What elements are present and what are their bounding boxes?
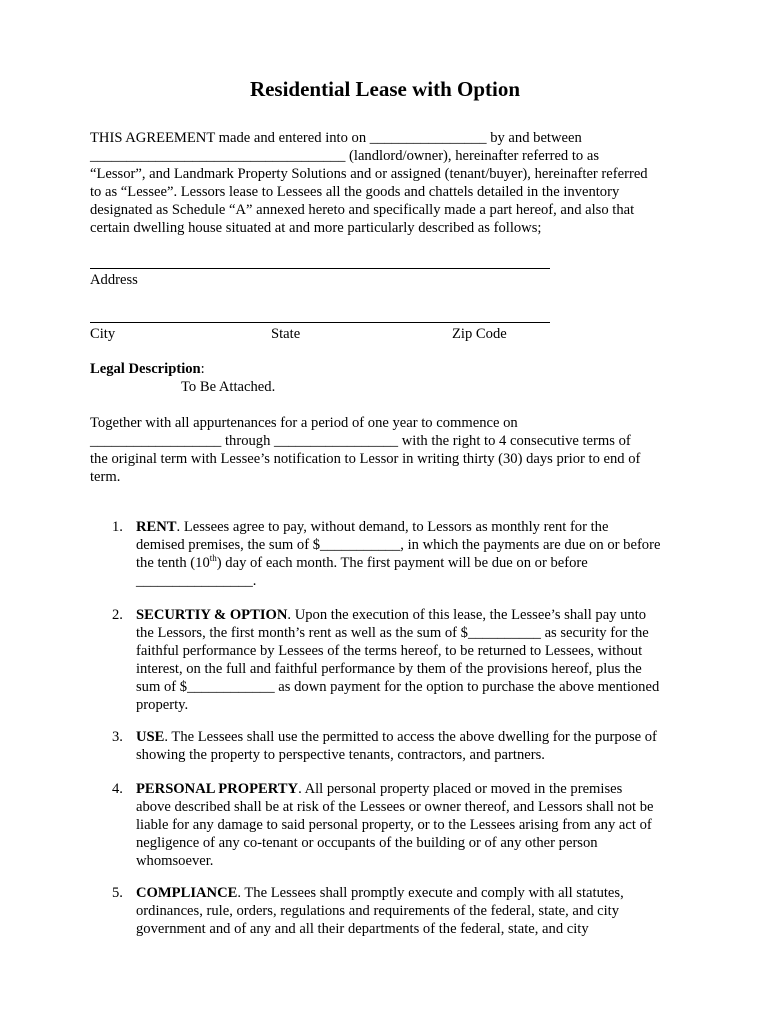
section-heading: PERSONAL PROPERTY bbox=[136, 781, 299, 797]
section-heading: USE bbox=[136, 729, 165, 745]
section-heading: SECURTIY & OPTION bbox=[136, 607, 288, 623]
address-rule bbox=[90, 268, 550, 269]
section-number: 2. bbox=[112, 607, 123, 623]
section-number: 3. bbox=[112, 729, 123, 745]
section-number: 5. bbox=[112, 885, 123, 901]
term-paragraph bbox=[90, 414, 680, 486]
city-state-zip-row bbox=[90, 325, 550, 343]
section-number: 4. bbox=[112, 781, 123, 797]
state-label: State bbox=[271, 326, 301, 342]
city-state-zip-rule bbox=[90, 322, 550, 323]
intro-line: to as “Lessee”. Lessors lease to Lessees all the goods and chattels detailed in the inventory bbox=[90, 184, 620, 200]
legal-description-value: To Be Attached. bbox=[181, 379, 276, 395]
intro-paragraph bbox=[90, 129, 680, 237]
term-line: Together with all appurtenances for a period of one year to commence on bbox=[90, 415, 518, 431]
section-personal-property: 4. PERSONAL PROPERTY. All personal property placed or moved in the premises above described shall be at risk of the Lessees or owner thereof, and Lessors shall not be liable for any damage to said personal property, or to the Lessees arising from any act of negligence of any co-tenant or occupants of the building or of any other person whomsoever. bbox=[112, 781, 654, 869]
address-label: Address bbox=[90, 272, 138, 288]
section-number: 1. bbox=[112, 519, 123, 535]
zip-code-label: Zip Code bbox=[452, 326, 507, 342]
section-heading: RENT bbox=[136, 519, 177, 535]
term-line: __________________ through _________________ with the right to 4 consecutive terms of bbox=[90, 433, 631, 449]
intro-line: ___________________________________ (landlord/owner), hereinafter referred to as bbox=[90, 148, 600, 164]
intro-line: THIS AGREEMENT made and entered into on ________________ by and between bbox=[90, 130, 582, 146]
term-line: the original term with Lessee’s notification to Lessor in writing thirty (30) days prior to end of bbox=[90, 451, 641, 467]
legal-description-label: Legal Description bbox=[90, 361, 201, 377]
legal-description bbox=[90, 360, 680, 396]
intro-line: certain dwelling house situated at and more particularly described as follows; bbox=[90, 220, 542, 236]
section-rent: 1. RENT. Lessees agree to pay, without demand, to Lessors as monthly rent for the demised premises, the sum of $___________, in which the payments are due on or before the tenth (10th) day of each month. The first payment will be due on or before ________________. bbox=[112, 519, 661, 589]
section-use: 3. USE. The Lessees shall use the permitted to access the above dwelling for the purpose of showing the property to perspective tenants, contractors, and partners. bbox=[112, 729, 657, 763]
section-security-option: 2. SECURTIY & OPTION. Upon the execution of this lease, the Lessee’s shall pay unto the Lessors, the first month’s rent as well as the sum of $__________ as security for the faithful performance by Lessees of the terms hereof, to be returned to Lessees, without interest, on the full and faithful performance by them of the provisions hereof, plus the sum of $____________ as down payment for the option to purchase the above mentioned property. bbox=[112, 607, 660, 713]
section-compliance: 5. COMPLIANCE. The Lessees shall promptly execute and comply with all statutes, ordinances, rule, orders, regulations and requirements of the federal, state, and city government and of any and all their departments of the federal, state, and city bbox=[112, 885, 624, 937]
intro-line: designated as Schedule “A” annexed hereto and specifically made a part hereof, and also that bbox=[90, 202, 635, 218]
address-label-row bbox=[90, 271, 550, 289]
term-line: term. bbox=[90, 469, 121, 485]
city-label: City bbox=[90, 326, 116, 342]
ordinal-superscript: th bbox=[209, 553, 217, 564]
section-heading: COMPLIANCE bbox=[136, 885, 238, 901]
legal-description-colon: : bbox=[200, 361, 205, 377]
intro-line: “Lessor”, and Landmark Property Solutions and or assigned (tenant/buyer), hereinafter referred bbox=[90, 166, 648, 182]
document-title: Residential Lease with Option bbox=[249, 77, 521, 101]
